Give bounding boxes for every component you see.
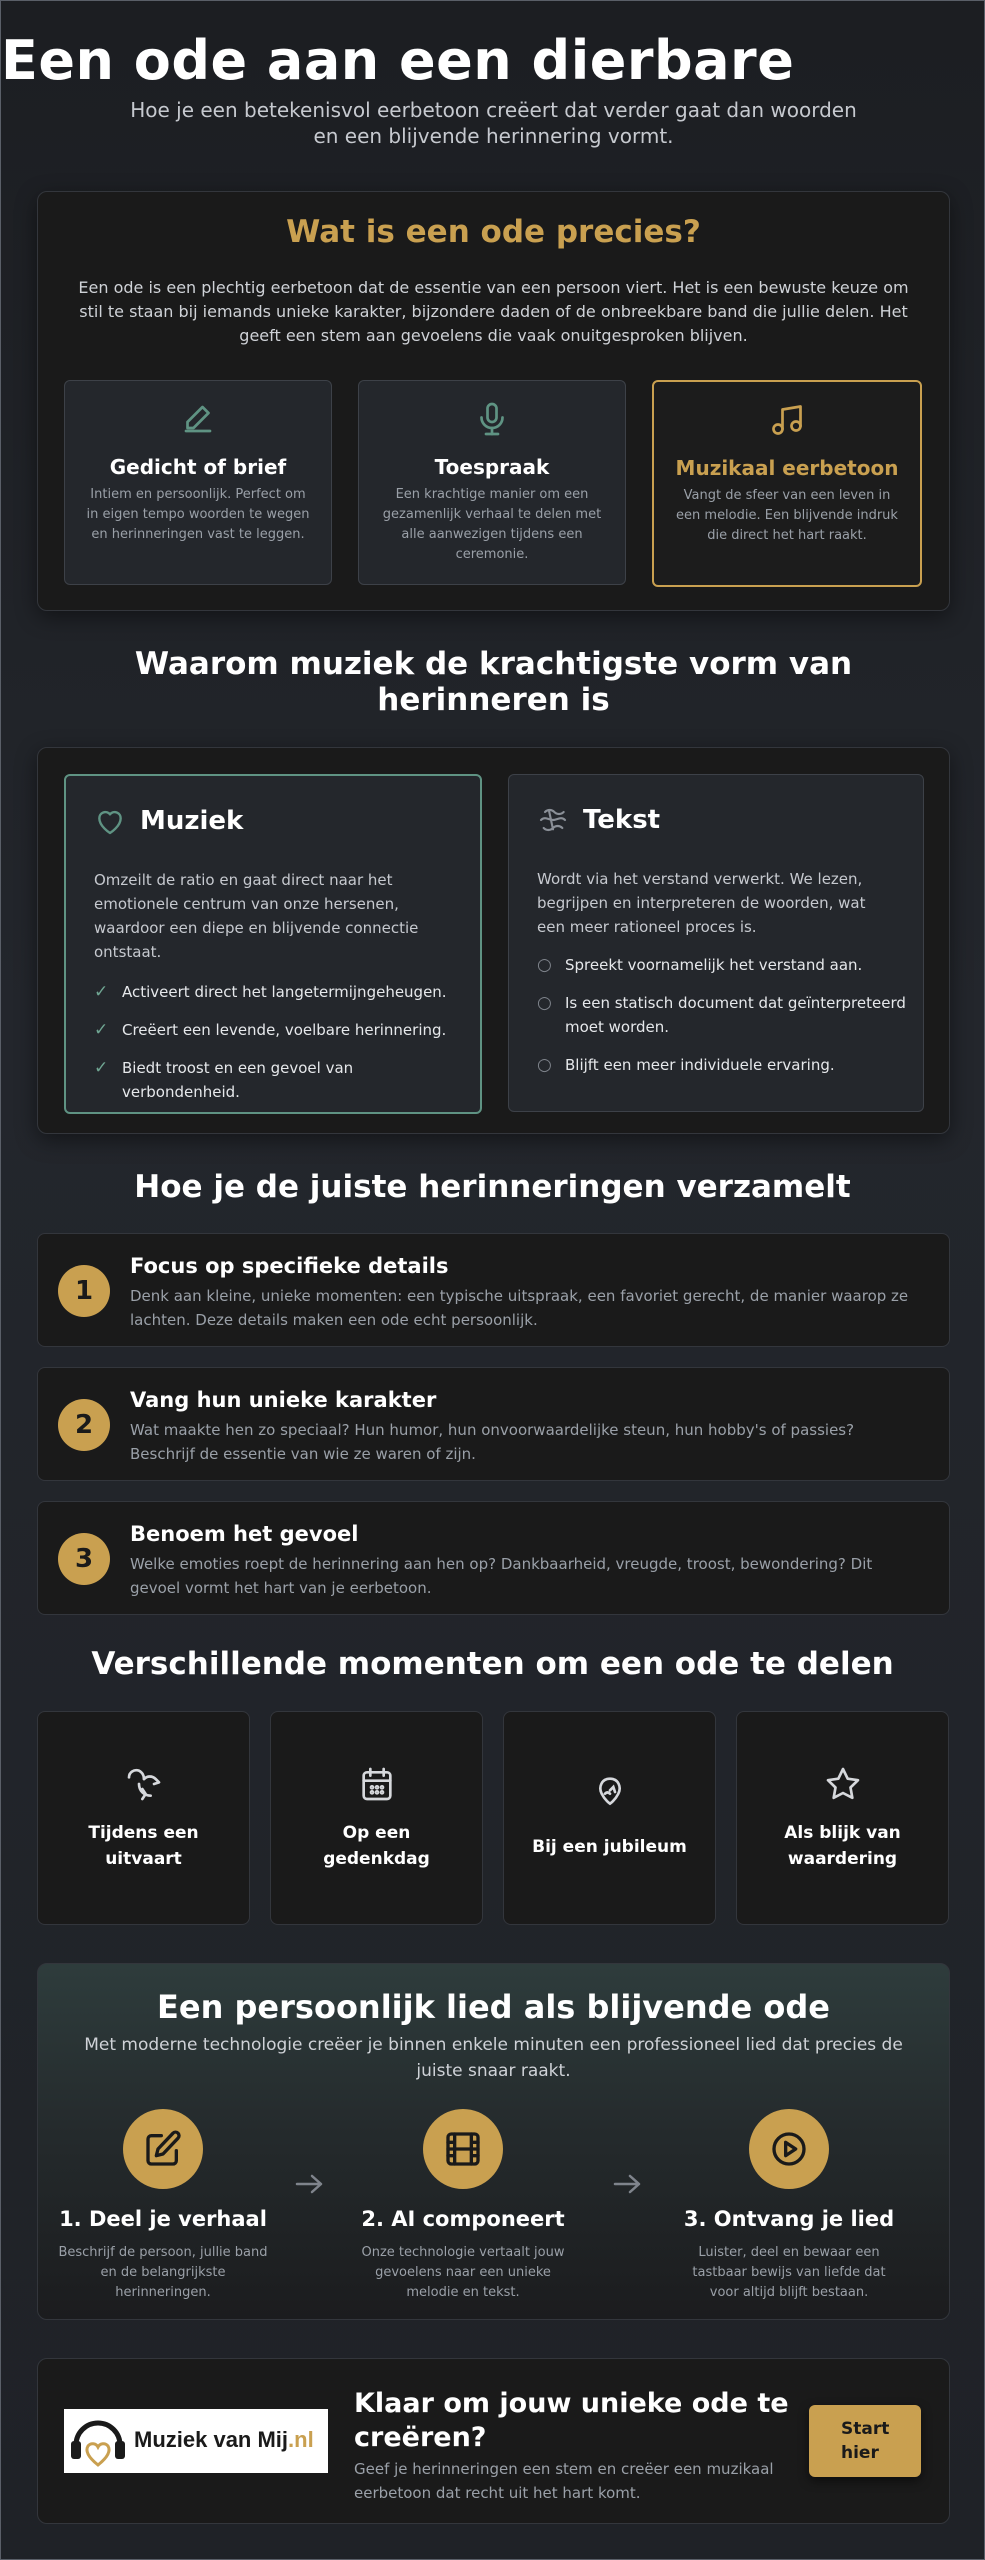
what-is-section xyxy=(37,191,950,611)
cta-subtitle: Geef je herinneringen een stem en creëer een muzikaal eerbetoon dat recht uit het hart komt. xyxy=(354,2460,774,2502)
gather-step xyxy=(37,1233,950,1347)
step-title: Benoem het gevoel xyxy=(130,1522,359,1546)
music-points xyxy=(94,980,464,1118)
type-title: Toespraak xyxy=(434,455,550,479)
process-title: 1. Deel je verhaal xyxy=(59,2207,267,2231)
check-icon: ✓ xyxy=(94,1058,109,1078)
music-note-icon xyxy=(654,402,920,438)
start-button[interactable] xyxy=(809,2405,921,2477)
type-desc: Intiem en persoonlijk. Perfect om in eigen tempo woorden te wegen en herinneringen vast te leggen. xyxy=(86,487,310,542)
check-icon: ✓ xyxy=(94,1020,109,1040)
step-title: Focus op specifieke details xyxy=(130,1254,449,1278)
why-music-title: Waarom muziek de krachtigste vorm van herinneren is xyxy=(134,646,853,718)
text-panel xyxy=(508,774,924,1112)
type-title: Muzikaal eerbetoon xyxy=(675,456,899,480)
start-button-label: Start hier xyxy=(841,2419,890,2463)
type-desc: Vangt de sfeer van een leven in een melodie. Een blijvende indruk die direct het hart raakt. xyxy=(676,488,898,543)
process-step xyxy=(338,2109,588,2303)
type-desc: Een krachtige manier om een gezamenlijk verhaal te delen met alle aanwezigen tijdens een ceremonie. xyxy=(382,487,602,562)
panel-title: Tekst xyxy=(583,805,661,835)
circle-icon: ○ xyxy=(537,993,552,1013)
moments-title: Verschillende momenten om een ode te delen xyxy=(91,1646,894,1682)
dove-icon xyxy=(38,1764,249,1804)
step-desc: Denk aan kleine, unieke momenten: een typische uitspraak, een favoriet gerecht, de manier waarop ze lachten. Deze details maken een ode echt persoonlijk. xyxy=(130,1287,909,1329)
arrow-right-icon xyxy=(612,2172,642,2196)
list-item: ○ Blijft een meer individuele ervaring. xyxy=(537,1055,835,1075)
circle-icon: ○ xyxy=(537,955,552,975)
panel-desc: Wordt via het verstand verwerkt. We lezen, begrijpen en interpreteren de woorden, wat een meer rationeel proces is. xyxy=(537,870,866,936)
music-panel xyxy=(64,774,482,1114)
check-icon: ✓ xyxy=(94,982,109,1002)
gather-title: Hoe je de juiste herinneringen verzamelt xyxy=(134,1169,851,1205)
moment-card-jubilee xyxy=(503,1711,716,1925)
list-item: ✓ Creëert een levende, voelbare herinnering. xyxy=(94,1020,447,1040)
moment-label: Tijdens een uitvaart xyxy=(88,1823,199,1869)
headphones-heart-icon xyxy=(68,2413,128,2469)
process-desc: Beschrijf de persoon, jullie band en de belangrijkste herinneringen. xyxy=(58,2245,268,2300)
moment-card-funeral xyxy=(37,1711,250,1925)
type-title: Gedicht of brief xyxy=(109,455,287,479)
moment-label: Bij een jubileum xyxy=(532,1837,687,1857)
type-card-speech xyxy=(358,380,626,585)
text-points xyxy=(537,953,907,1091)
moment-card-appreciation xyxy=(736,1711,949,1925)
gather-step xyxy=(37,1501,950,1615)
panel-desc: Omzeilt de ratio en gaat direct naar het emotionele centrum van onze hersenen, waardoor een diepe en blijvende connectie ontstaat. xyxy=(94,871,419,961)
brand-logo[interactable] xyxy=(64,2409,328,2473)
cta-section xyxy=(37,2358,950,2524)
moment-label: Op een gedenkdag xyxy=(323,1823,430,1869)
list-item: ○ Spreekt voornamelijk het verstand aan. xyxy=(537,955,863,975)
process-title: 2. AI componeert xyxy=(361,2207,565,2231)
hero-title: Een ode aan een dierbare xyxy=(1,29,795,92)
circle-icon: ○ xyxy=(537,1055,552,1075)
moment-label: Als blijk van waardering xyxy=(784,1823,901,1869)
logo-text: Muziek van Mij xyxy=(134,2427,289,2452)
type-card-poem xyxy=(64,380,332,585)
cta-title: Klaar om jouw unieke ode te creëren? xyxy=(354,2388,789,2453)
step-desc: Welke emoties roept de herinnering aan hen op? Dankbaarheid, vreugde, troost, bewondering? Dit gevoel vormt het hart van je eerbetoon. xyxy=(130,1555,873,1597)
process-title: 3. Ontvang je lied xyxy=(683,2207,895,2231)
calendar-icon xyxy=(271,1764,482,1804)
brain-icon xyxy=(537,805,571,835)
edit-icon xyxy=(123,2109,203,2189)
rings-icon xyxy=(504,1772,715,1812)
film-icon xyxy=(423,2109,503,2189)
hero-subtitle: Hoe je een betekenisvol eerbetoon creëert dat verder gaat dan woorden en een blijvende herinnering vormt. xyxy=(130,98,857,148)
gather-step xyxy=(37,1367,950,1481)
step-number: 2 xyxy=(58,1399,110,1451)
song-title: Een persoonlijk lied als blijvende ode xyxy=(157,1988,830,2026)
play-icon xyxy=(749,2109,829,2189)
panel-title: Muziek xyxy=(140,806,244,836)
logo-suffix: .nl xyxy=(288,2427,314,2452)
step-desc: Wat maakte hen zo speciaal? Hun humor, hun onvoorwaardelijke steun, hun hobby's of passies? Beschrijf de essentie van wie ze waren of zijn. xyxy=(130,1421,855,1463)
process-step xyxy=(38,2109,288,2303)
star-icon xyxy=(737,1764,948,1804)
step-number: 1 xyxy=(58,1265,110,1317)
list-item: ✓ Activeert direct het langetermijngeheugen. xyxy=(94,982,447,1002)
list-item: ✓ Biedt troost en een gevoel van verbondenheid. xyxy=(94,1058,354,1101)
why-music-section xyxy=(37,747,950,1134)
arrow-right-icon xyxy=(294,2172,324,2196)
section-title: Wat is een ode precies? xyxy=(286,214,701,250)
type-card-music xyxy=(652,380,922,587)
process-step xyxy=(664,2109,914,2303)
heart-icon xyxy=(94,806,128,836)
process-desc: Luister, deel en bewaar een tastbaar bewijs van liefde dat voor altijd blijft bestaan. xyxy=(692,2245,886,2300)
pen-icon xyxy=(65,401,331,437)
step-title: Vang hun unieke karakter xyxy=(130,1388,437,1412)
step-number: 3 xyxy=(58,1533,110,1585)
moment-card-memorial xyxy=(270,1711,483,1925)
song-subtitle: Met moderne technologie creëer je binnen enkele minuten een professioneel lied dat precies de juiste snaar raakt. xyxy=(84,2035,903,2081)
list-item: ○ Is een statisch document dat geïnterpreteerd moet worden. xyxy=(537,993,906,1036)
song-section xyxy=(37,1963,950,2320)
process-desc: Onze technologie vertaalt jouw gevoelens naar een unieke melodie en tekst. xyxy=(361,2245,565,2300)
section-intro: Een ode is een plechtig eerbetoon dat de essentie van een persoon viert. Het is een bewuste keuze om stil te staan bij iemands unieke karakter, bijzondere daden of de onbreekbare band die jullie delen. Het geeft een stem aan gevoelens die vaak onuitgesproken blijven. xyxy=(78,278,909,345)
microphone-icon xyxy=(359,401,625,437)
